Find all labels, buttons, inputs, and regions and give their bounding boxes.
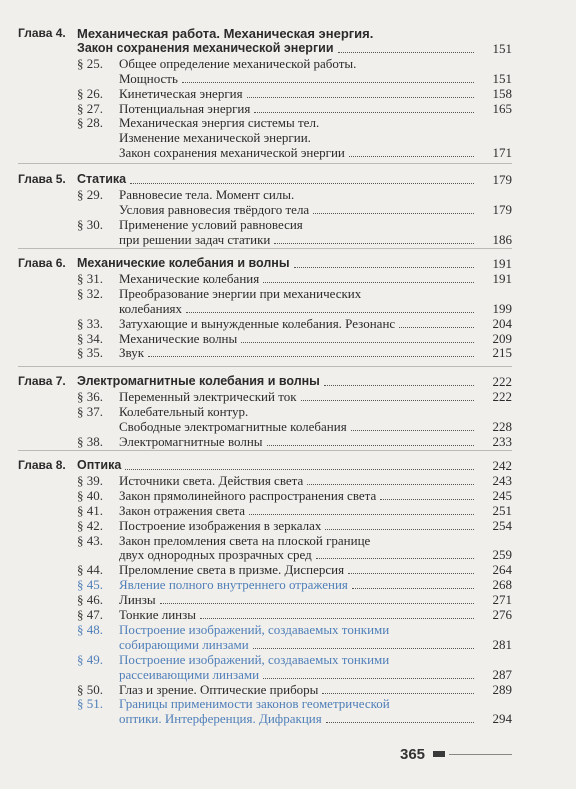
chapter-title-row bbox=[77, 374, 512, 389]
section-title: Закон прямолинейного распространения света bbox=[119, 487, 377, 503]
section-number: § 40. bbox=[77, 487, 103, 503]
dot-leader bbox=[352, 588, 474, 589]
section-number: § 35. bbox=[77, 345, 103, 361]
chapter-title: Закон сохранения механической энергии bbox=[77, 40, 334, 55]
section-title: оптики. Интерференция. Дифракция bbox=[119, 711, 322, 727]
dot-leader bbox=[186, 312, 474, 313]
dot-leader bbox=[125, 469, 474, 470]
dot-leader bbox=[200, 618, 474, 619]
section-title: Закон отражения света bbox=[119, 502, 246, 518]
page-ref: 204 bbox=[492, 315, 512, 331]
page-ref: 151 bbox=[492, 40, 512, 56]
section-row bbox=[77, 130, 512, 145]
dot-leader bbox=[254, 112, 474, 113]
section-number: § 26. bbox=[77, 85, 103, 101]
section-row bbox=[77, 71, 512, 86]
section-number: § 32. bbox=[77, 285, 103, 301]
page-ref: 158 bbox=[492, 85, 512, 101]
section-number: § 31. bbox=[77, 270, 103, 286]
section-title: Общее определение механической работы. bbox=[119, 55, 357, 71]
section-title: Колебательный контур. bbox=[119, 403, 249, 419]
section-number: § 41. bbox=[77, 502, 103, 518]
dot-leader bbox=[338, 52, 474, 53]
section-row bbox=[77, 652, 512, 667]
dot-leader bbox=[130, 183, 474, 184]
section-row bbox=[77, 217, 512, 232]
dot-leader bbox=[316, 558, 474, 559]
footer-marker bbox=[433, 751, 445, 757]
page-ref: 271 bbox=[492, 592, 512, 608]
chapter-label: Глава 4. bbox=[18, 26, 66, 40]
section-number: § 44. bbox=[77, 562, 103, 578]
chapter-title-row bbox=[77, 256, 512, 271]
page-footer bbox=[400, 744, 512, 764]
section-title: Механические колебания bbox=[119, 270, 260, 286]
footer-rule bbox=[449, 754, 512, 755]
section-row bbox=[77, 331, 512, 346]
section-title: Свободные электромагнитные колебания bbox=[119, 418, 347, 434]
section-row bbox=[77, 562, 512, 577]
section-number: § 45. bbox=[77, 577, 103, 593]
page-ref: 199 bbox=[492, 300, 512, 316]
dot-leader bbox=[301, 400, 474, 401]
section-title: Источники света. Действия света bbox=[119, 472, 304, 488]
section-title: собирающими линзами bbox=[119, 636, 249, 652]
section-row bbox=[77, 187, 512, 202]
page-number: 365 bbox=[400, 745, 426, 763]
dot-leader bbox=[182, 82, 474, 83]
chapter-label: Глава 5. bbox=[18, 172, 66, 186]
section-row bbox=[77, 533, 512, 548]
section-row bbox=[77, 607, 512, 622]
section-title: Преобразование энергии при механических bbox=[119, 285, 362, 301]
section-row bbox=[77, 286, 512, 301]
section-title: Тонкие линзы bbox=[119, 607, 196, 622]
dot-leader bbox=[267, 445, 474, 446]
page-ref: 151 bbox=[492, 70, 512, 86]
section-number: § 46. bbox=[77, 592, 103, 608]
section-title: Условия равновесия твёрдого тела bbox=[119, 201, 310, 217]
section-title: Потенциальная энергия bbox=[119, 100, 251, 116]
section-number: § 51. bbox=[77, 696, 103, 712]
section-title: Применение условий равновесия bbox=[119, 216, 303, 232]
section-row bbox=[77, 547, 512, 562]
section-number: § 27. bbox=[77, 100, 103, 116]
section-row bbox=[77, 389, 512, 404]
section-title: Границы применимости законов геометрической bbox=[119, 696, 390, 712]
page-ref: 268 bbox=[492, 577, 512, 593]
section-number: § 50. bbox=[77, 681, 103, 697]
dot-leader bbox=[380, 499, 474, 500]
section-title: Мощность bbox=[119, 70, 178, 86]
section-number: § 36. bbox=[77, 388, 103, 404]
section-number: § 42. bbox=[77, 517, 103, 533]
section-row bbox=[77, 518, 512, 533]
dot-leader bbox=[263, 678, 474, 679]
page-ref: 179 bbox=[492, 172, 512, 187]
section-number: § 30. bbox=[77, 216, 103, 232]
chapter-title: Статика bbox=[77, 172, 127, 186]
section-row bbox=[77, 696, 512, 711]
chapter-title: Оптика bbox=[77, 458, 122, 472]
chapter-title-row bbox=[77, 458, 512, 473]
page-ref: 276 bbox=[492, 607, 512, 622]
section-number: § 37. bbox=[77, 403, 103, 419]
section-row bbox=[77, 101, 512, 116]
chapter-title-line: Механическая работа. Механическая энергия. bbox=[77, 26, 374, 41]
chapter-title-row bbox=[77, 41, 512, 56]
chapter-title: Электромагнитные колебания и волны bbox=[77, 374, 320, 388]
section-title: Преломление света в призме. Дисперсия bbox=[119, 562, 345, 578]
section-row bbox=[77, 434, 512, 449]
section-row bbox=[77, 301, 512, 316]
dot-leader bbox=[313, 213, 474, 214]
section-row bbox=[77, 271, 512, 286]
section-row bbox=[77, 316, 512, 331]
page-ref: 245 bbox=[492, 487, 512, 503]
section-row bbox=[77, 345, 512, 360]
section-row bbox=[77, 682, 512, 697]
section-title: Явление полного внутреннего отражения bbox=[119, 577, 348, 593]
section-number: § 39. bbox=[77, 472, 103, 488]
section-title: Механические волны bbox=[119, 330, 238, 346]
chapter-label: Глава 8. bbox=[18, 458, 66, 472]
page-ref: 264 bbox=[492, 562, 512, 578]
section-row bbox=[77, 473, 512, 488]
dot-leader bbox=[148, 356, 474, 357]
dot-leader bbox=[294, 267, 474, 268]
section-title: Механическая энергия системы тел. bbox=[119, 115, 320, 131]
page-ref: 179 bbox=[492, 201, 512, 217]
section-number: § 28. bbox=[77, 115, 103, 131]
chapter-label: Глава 7. bbox=[18, 374, 66, 388]
section-row bbox=[77, 667, 512, 682]
page-ref: 281 bbox=[492, 636, 512, 652]
section-title: Равновесие тела. Момент силы. bbox=[119, 186, 295, 202]
page-ref: 243 bbox=[492, 472, 512, 488]
chapter-divider bbox=[18, 248, 512, 249]
page-ref: 191 bbox=[492, 270, 512, 286]
dot-leader bbox=[399, 327, 474, 328]
section-title: при решении задач статики bbox=[119, 231, 271, 247]
section-title: колебаниях bbox=[119, 300, 183, 316]
section-row bbox=[77, 637, 512, 652]
page-ref: 171 bbox=[492, 145, 512, 161]
section-number: § 29. bbox=[77, 186, 103, 202]
section-title: двух однородных прозрачных сред bbox=[119, 547, 312, 563]
dot-leader bbox=[247, 97, 474, 98]
section-title: Закон преломления света на плоской границе bbox=[119, 532, 371, 548]
page-ref: 228 bbox=[492, 418, 512, 434]
section-number: § 47. bbox=[77, 607, 103, 622]
page-ref: 242 bbox=[492, 458, 512, 473]
section-row bbox=[77, 577, 512, 592]
section-title: Глаз и зрение. Оптические приборы bbox=[119, 681, 319, 697]
page-ref: 191 bbox=[492, 256, 512, 271]
section-row bbox=[77, 503, 512, 518]
section-number: § 38. bbox=[77, 433, 103, 449]
dot-leader bbox=[274, 243, 474, 244]
dot-leader bbox=[349, 156, 474, 157]
page-ref: 186 bbox=[492, 231, 512, 247]
section-number: § 33. bbox=[77, 315, 103, 331]
chapter-divider bbox=[18, 163, 512, 164]
section-row bbox=[77, 145, 512, 160]
page-ref: 215 bbox=[492, 345, 512, 361]
dot-leader bbox=[324, 385, 474, 386]
dot-leader bbox=[253, 648, 474, 649]
dot-leader bbox=[241, 342, 474, 343]
dot-leader bbox=[351, 430, 474, 431]
section-row bbox=[77, 419, 512, 434]
page-ref: 222 bbox=[492, 388, 512, 404]
page-ref: 254 bbox=[492, 517, 512, 533]
dot-leader bbox=[322, 693, 474, 694]
section-title: Звук bbox=[119, 345, 145, 361]
section-row bbox=[77, 232, 512, 247]
section-title: Изменение механической энергии. bbox=[119, 130, 311, 146]
section-number: § 49. bbox=[77, 651, 103, 667]
dot-leader bbox=[160, 603, 474, 604]
dot-leader bbox=[249, 514, 474, 515]
chapter-title: Механические колебания и волны bbox=[77, 256, 290, 270]
section-row bbox=[77, 202, 512, 217]
page-ref: 233 bbox=[492, 433, 512, 449]
chapter-title-row bbox=[77, 172, 512, 187]
section-title: Закон сохранения механической энергии bbox=[119, 145, 345, 161]
page-ref: 259 bbox=[492, 547, 512, 563]
section-row bbox=[77, 115, 512, 130]
section-title: Построение изображения в зеркалах bbox=[119, 517, 322, 533]
section-title: Затухающие и вынужденные колебания. Резонанс bbox=[119, 315, 396, 331]
section-number: § 43. bbox=[77, 532, 103, 548]
page-ref: 294 bbox=[492, 711, 512, 727]
section-title: Кинетическая энергия bbox=[119, 85, 243, 101]
section-row bbox=[77, 711, 512, 726]
page-ref: 289 bbox=[492, 681, 512, 697]
section-number: § 25. bbox=[77, 55, 103, 71]
section-row bbox=[77, 592, 512, 607]
dot-leader bbox=[325, 529, 474, 530]
section-row bbox=[77, 622, 512, 637]
page-ref: 251 bbox=[492, 502, 512, 518]
section-row bbox=[77, 404, 512, 419]
dot-leader bbox=[307, 484, 474, 485]
section-title: Электромагнитные волны bbox=[119, 433, 263, 449]
section-title: рассеивающими линзами bbox=[119, 666, 260, 682]
section-row bbox=[77, 86, 512, 101]
section-title: Построение изображений, создаваемых тонкими bbox=[119, 651, 390, 667]
section-row bbox=[77, 488, 512, 503]
dot-leader bbox=[326, 722, 474, 723]
section-title: Построение изображений, создаваемых тонкими bbox=[119, 621, 390, 637]
page-ref: 222 bbox=[492, 374, 512, 389]
section-row bbox=[77, 56, 512, 71]
section-number: § 34. bbox=[77, 330, 103, 346]
chapter-label: Глава 6. bbox=[18, 256, 66, 270]
section-title: Переменный электрический ток bbox=[119, 388, 297, 404]
page-ref: 209 bbox=[492, 330, 512, 346]
dot-leader bbox=[348, 573, 474, 574]
section-number: § 48. bbox=[77, 621, 103, 637]
section-title: Линзы bbox=[119, 592, 156, 608]
page-ref: 287 bbox=[492, 666, 512, 682]
chapter-divider bbox=[18, 366, 512, 367]
dot-leader bbox=[263, 282, 474, 283]
chapter-divider bbox=[18, 450, 512, 451]
page-ref: 165 bbox=[492, 100, 512, 116]
